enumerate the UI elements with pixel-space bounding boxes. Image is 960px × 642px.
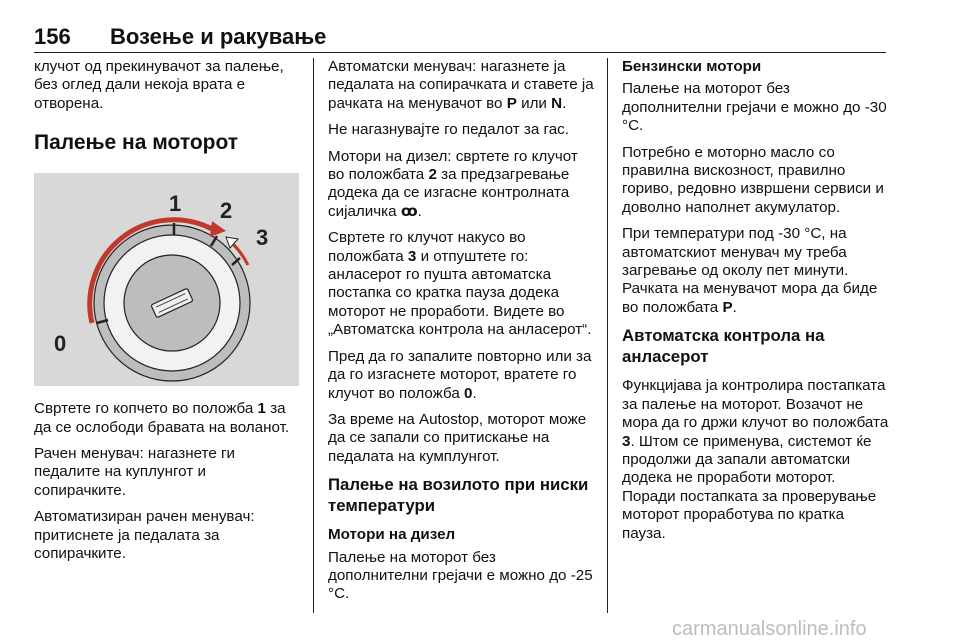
position-label-0: 0 [54, 331, 67, 357]
column-divider [607, 58, 608, 613]
paragraph: Свртете го копчето во положба 1 за да се ослободи бравата на воланот. [34, 400, 290, 436]
paragraph: Пред да го запалите повторно или за да го изгаснете моторот, вратете го клучот во положба 0. [328, 347, 592, 402]
page-number: 156 [34, 24, 71, 49]
paragraph: Автоматизиран рачен менувач: притиснете ја педалата за сопирачките. [34, 508, 255, 563]
paragraph: Свртете го клучот накусо во положбата 3 и отпуштете го: анласерот го пушта автоматска постапка со кратка пауза додека моторот не проработи. Видете во „Автоматска контрола на анласерот“. [328, 229, 592, 339]
paragraph: Потребно е моторно масло со правилна вискозност, правилно гориво, редовно извршени сервиси и доволно наполнет акумулатор. [622, 143, 884, 216]
header-rule [34, 52, 886, 53]
chapter-title: Возење и ракување [110, 24, 327, 49]
paragraph: Мотори на дизел: свртете го клучот во положбата 2 за предзагревање додека да се изгасне контролната сијаличка ꝏ. [328, 147, 578, 220]
paragraph: При температури под -30 °C, на автоматскиот менувач му треба загревање од околу пет минути. Рачката на менувачот мора да биде во положбата P. [622, 225, 878, 316]
paragraph: Не нагазнувајте го педалот за гас. [328, 121, 569, 139]
paragraph: Автоматски менувач: нагазнете ја педалата на сопирачката и ставете ја рачката на менувачот во P или N. [328, 58, 594, 112]
preheat-lamp-icon: ꝏ [400, 202, 418, 220]
column-3 [622, 58, 890, 551]
paragraph: Функцијава ја контролира постапката за палење на моторот. Возачот не мора да го држи клучот во положбата 3. Штом се применува, системот ќе продолжи да запали автоматски додека не проработи моторот. Поради постапката за проверување моторот проработува по кратка пауза. [622, 377, 889, 542]
position-label-1: 1 [169, 191, 182, 217]
minor-heading: Мотори на дизел [328, 526, 456, 544]
position-label-3: 3 [256, 225, 269, 251]
section-heading: Палење на моторот [34, 131, 239, 155]
paragraph: Рачен менувач: нагазнете ги педалите на куплунгот и сопирачките. [34, 445, 236, 499]
column-divider [313, 58, 314, 613]
paragraph: Палење на моторот без дополнителни грејачи е можно до -25 °C. [328, 548, 593, 603]
watermark: carmanualsonline.info [672, 618, 867, 640]
column-2 [328, 58, 594, 612]
position-label-2: 2 [220, 198, 233, 224]
paragraph: За време на Autostop, моторот може да се запали со притискање на педалата на кумплунгот. [328, 410, 587, 465]
column-1 [34, 58, 299, 571]
page-header [34, 10, 886, 50]
sub-heading: Автоматска контрола на анласерот [622, 326, 825, 367]
ignition-switch-figure [34, 173, 299, 386]
minor-heading: Бензински мотори [622, 58, 762, 75]
sub-heading: Палење на возилото при ниски температури [328, 475, 589, 516]
paragraph: Палење на моторот без дополнителни грејачи е можно до -30 °C. [622, 80, 887, 135]
paragraph: клучот од прекинувачот за палење, без оглед дали некоја врата е отворена. [34, 58, 284, 112]
